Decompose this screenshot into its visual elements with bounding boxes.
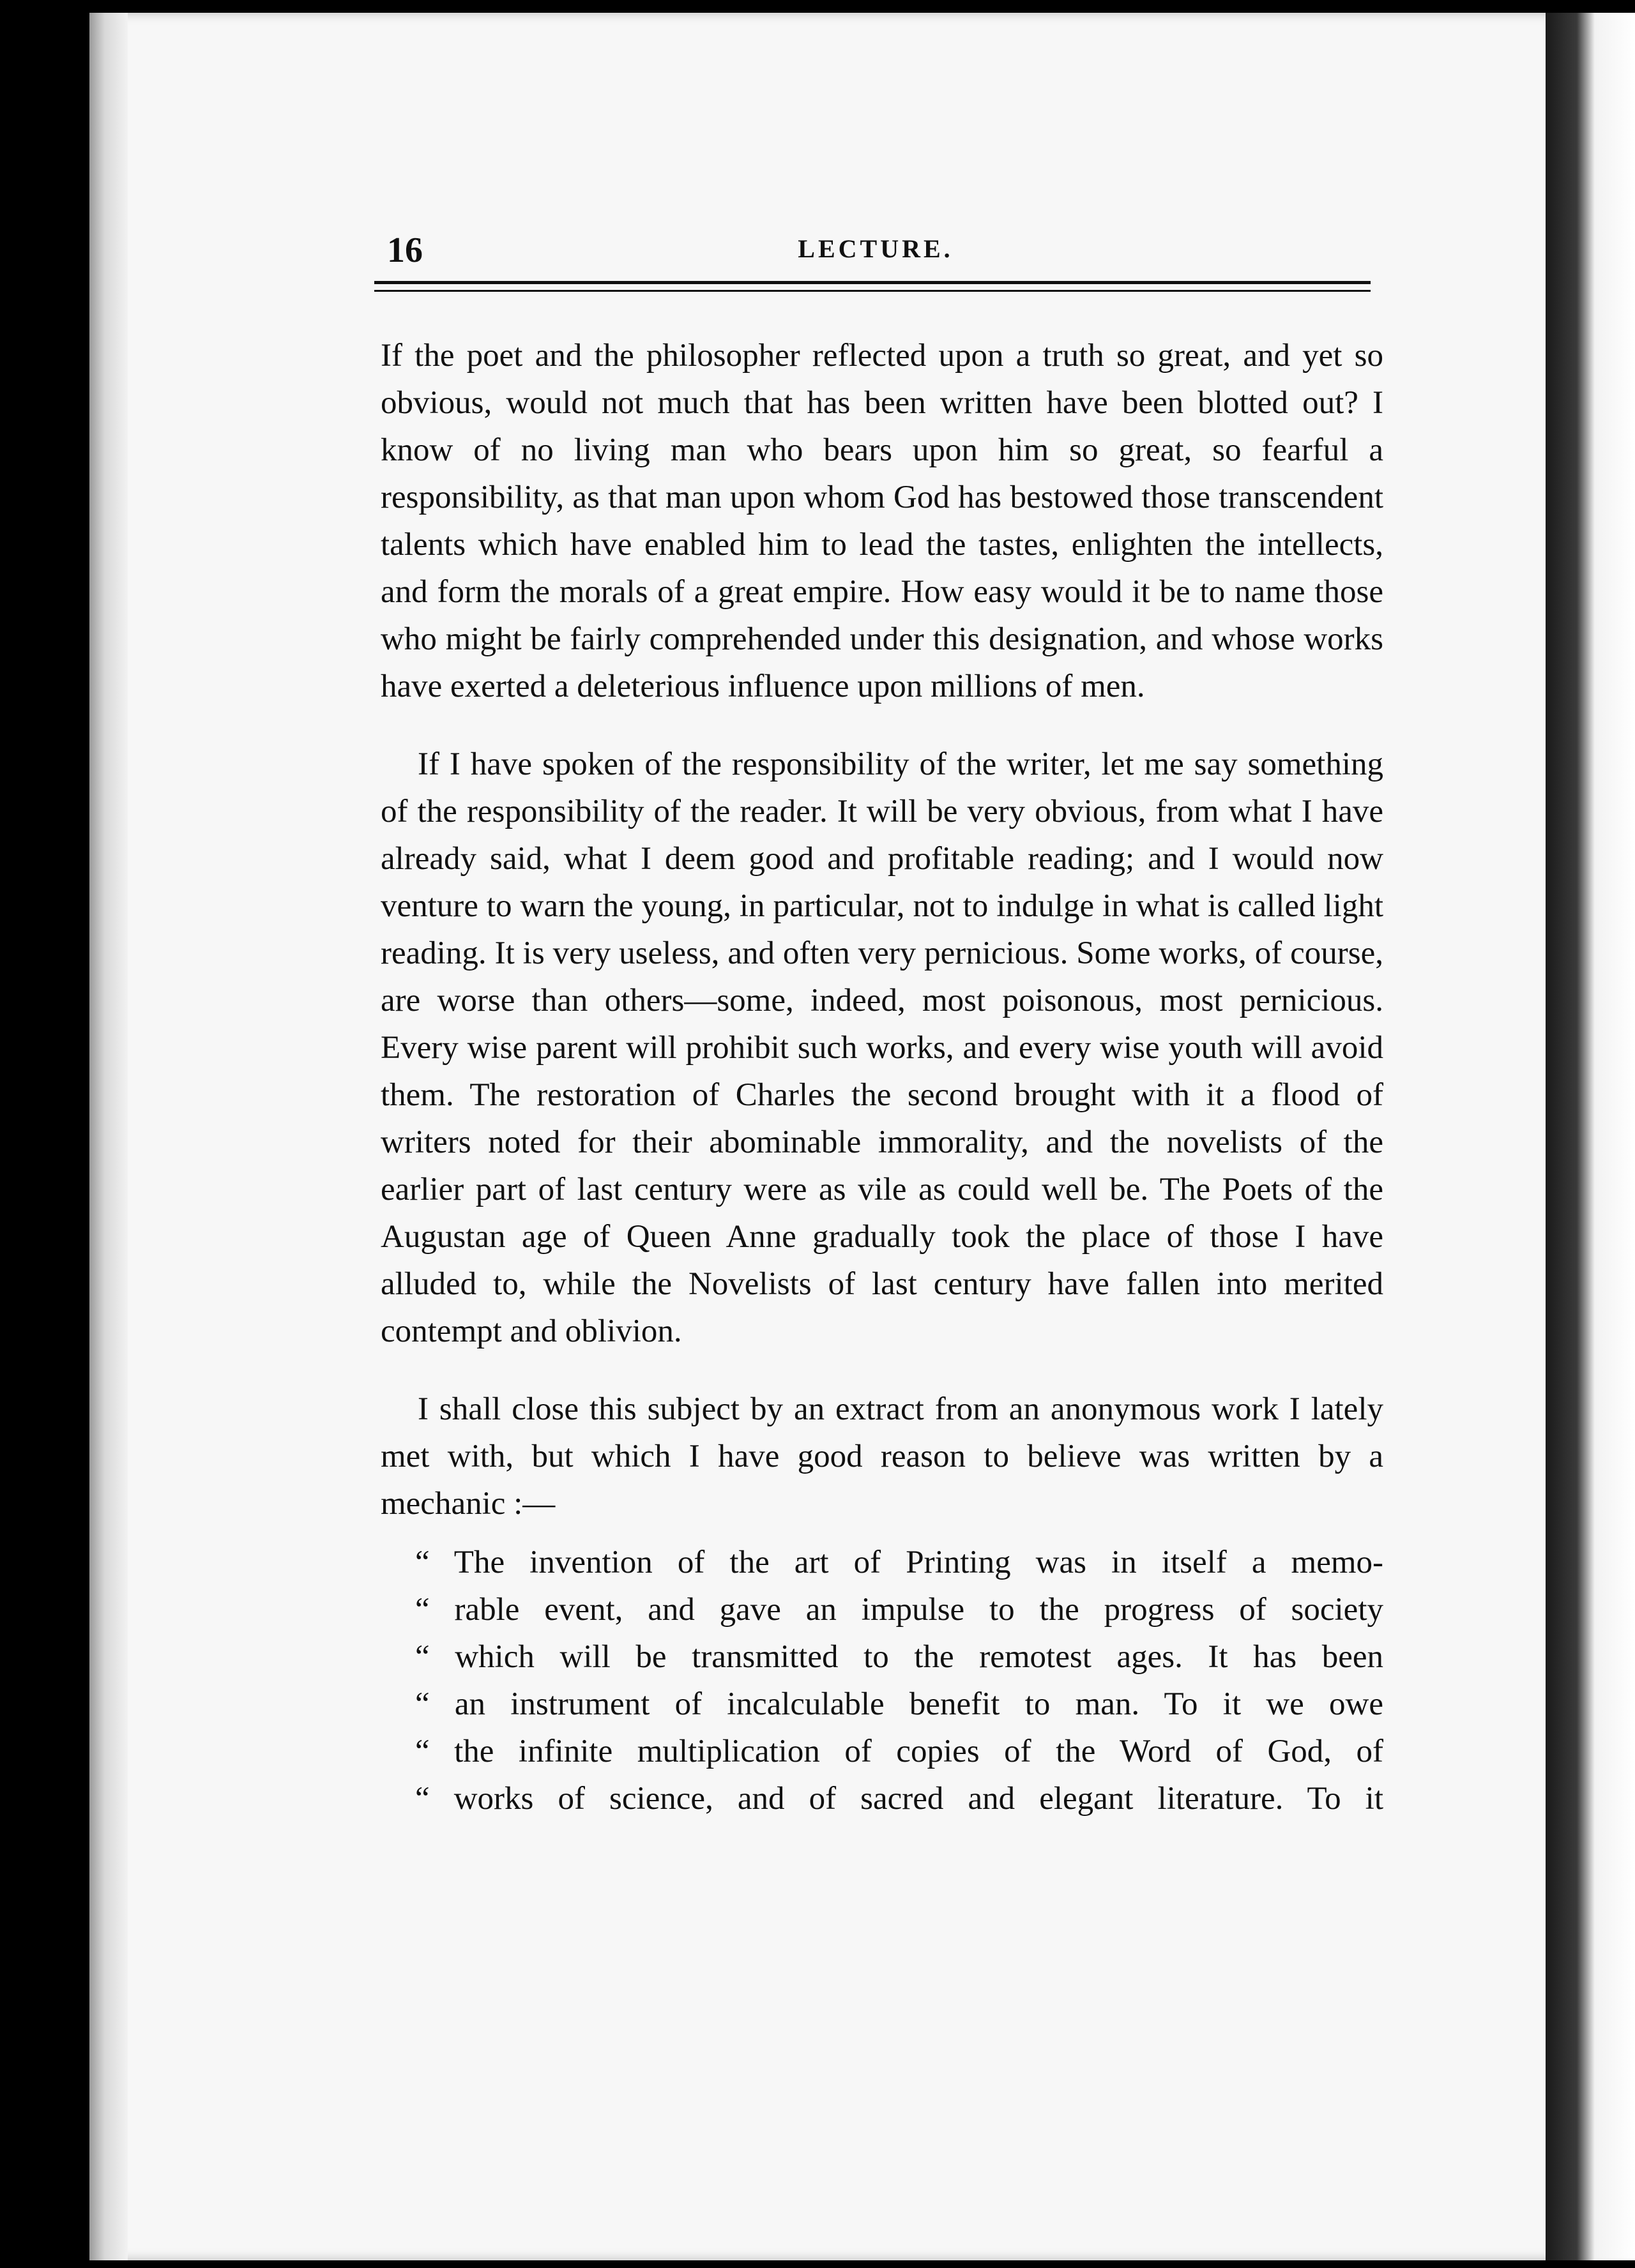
paragraph-2: If I have spoken of the responsibility of the writer, let me say something of the responsibility of the reader. It will be very obvious, from what I have already said, what I deem good and profitable reading; and I would now venture to warn the young, in particular, not to indulge in what is called light reading. It is very useless, and often very pernicious. Some works, of course, are worse than others—some, indeed, most poisonous, most pernicious. Every wise parent will prohibit such works, and every wise youth will avoid them. The restoration of Charles the second brought with it a flood of writers noted for their abominable immorality, and the novelists of the earlier part of last century were as vile as could well be. The Poets of the Augustan age of Queen Anne gradually took the place of those I have alluded to, while the Novelists of last century have fallen into merited contempt and oblivion.	[381, 746, 1383, 1349]
quotation-line: “ works of science, and of sacred and elegant literature. To it	[415, 1781, 1383, 1817]
paragraph-1: If the poet and the philosopher reflected upon a truth so great, and yet so obvious, would not much that has been written have been blotted out? I know of no living man who bears upon him so great, so fearful a responsibility, as that man upon whom God has bestowed those transcendent talents which have enabled him to lead the tastes, enlighten the intellects, and form the morals of a great empire. How easy would it be to name those who might be fairly comprehended under this designation, and whose works have exerted a deleterious influence upon millions of men.	[381, 338, 1383, 704]
header-rule-thin	[374, 290, 1371, 292]
page-gutter-shadow	[89, 13, 128, 2260]
quotation-line: “ the infinite multiplication of copies of the Word of God, of	[415, 1734, 1383, 1769]
quotation-line: “ rable event, and gave an impulse to the progress of society	[415, 1592, 1383, 1628]
body-text	[381, 332, 1383, 1822]
paragraph-3: I shall close this subject by an extract from an anonymous work I lately met with, but which I have good reason to believe was written by a mechanic :—	[381, 1391, 1383, 1522]
running-head	[381, 230, 1371, 275]
quotation	[381, 1539, 1383, 1822]
running-title: LECTURE.	[798, 234, 954, 263]
paragraph-gap	[381, 1355, 1383, 1386]
quote-gap	[381, 1527, 1383, 1539]
page-number: 16	[387, 231, 423, 270]
quotation-line: “ an instrument of incalculable benefit to man. To it we owe	[415, 1686, 1383, 1722]
header-rule-thick	[374, 281, 1371, 284]
quotation-line: “ The invention of the art of Printing was in itself a memo-	[415, 1545, 1383, 1580]
page-right-edge	[1546, 13, 1635, 2260]
quotation-line: “ which will be transmitted to the remotest ages. It has been	[415, 1639, 1383, 1675]
paragraph-gap	[381, 710, 1383, 741]
